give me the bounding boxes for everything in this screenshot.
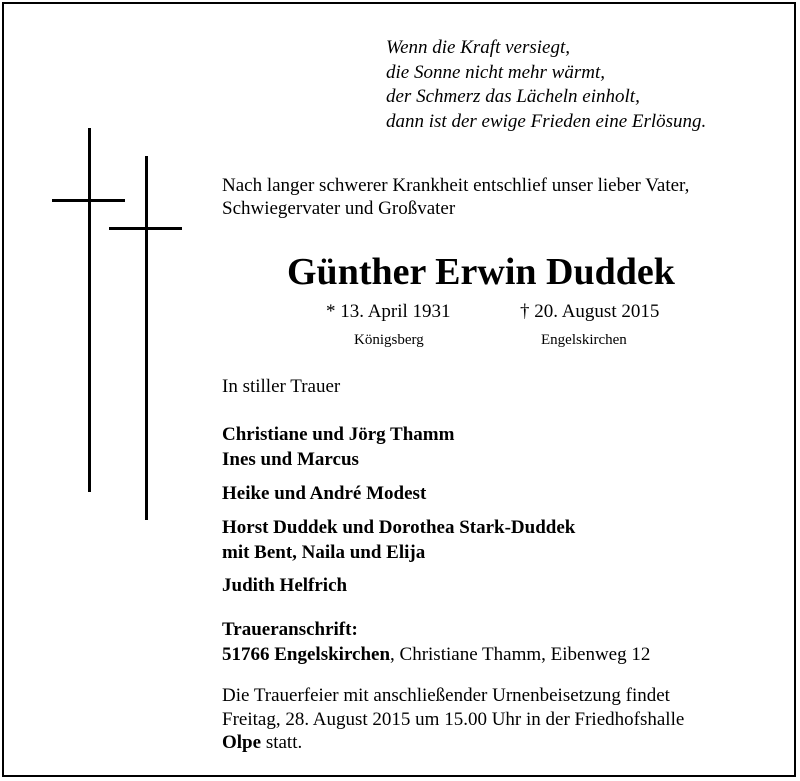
family-member: Christiane und Jörg Thamm [222,424,455,445]
death-place: Engelskirchen [541,332,627,348]
intro-line: Nach langer schwerer Krankheit entschlief unser lieber Vater, [222,175,690,196]
poem-line: die Sonne nicht mehr wärmt, [386,61,606,83]
poem [386,36,706,134]
poem-line: dann ist der ewige Frieden eine Erlösung. [386,110,707,132]
address-rest: , Christiane Thamm, Eibenweg 12 [390,644,651,665]
address-title: Traueranschrift: [222,619,358,640]
cross-left-horizontal [52,199,125,202]
family-member: Horst Duddek und Dorothea Stark-Duddek [222,517,576,538]
mourning-label: In stiller Trauer [222,376,341,397]
birth-place: Königsberg [354,332,424,348]
death-date: † 20. August 2015 [520,301,660,322]
ceremony-place: Olpe [222,732,262,753]
family-member: Ines und Marcus [222,449,359,470]
deceased-name-text: Günther Erwin Duddek [287,251,675,293]
family-member: mit Bent, Naila und Elija [222,542,426,563]
intro-text [222,175,689,220]
ceremony-line: Die Trauerfeier mit anschließender Urnenbeisetzung findet [222,685,670,706]
ceremony-line: Freitag, 28. August 2015 um 15.00 Uhr in der Friedhofshalle [222,708,685,730]
ceremony-line-rest: statt. [261,732,303,753]
cross-right-vertical [145,156,148,520]
address-city: 51766 Engelskirchen [222,644,391,665]
family-member: Judith Helfrich [222,575,348,596]
poem-line: Wenn die Kraft versiegt, [386,37,570,58]
cross-right-horizontal [109,227,182,230]
family-member: Heike und André Modest [222,483,427,504]
birth-date: * 13. April 1931 [326,301,451,322]
intro-line: Schwiegervater und Großvater [222,197,456,219]
address-line [222,644,650,666]
cross-left-vertical [88,128,91,492]
ceremony-text [222,684,684,755]
poem-line: der Schmerz das Lächeln einholt, [386,86,640,107]
ceremony-line [222,731,684,755]
